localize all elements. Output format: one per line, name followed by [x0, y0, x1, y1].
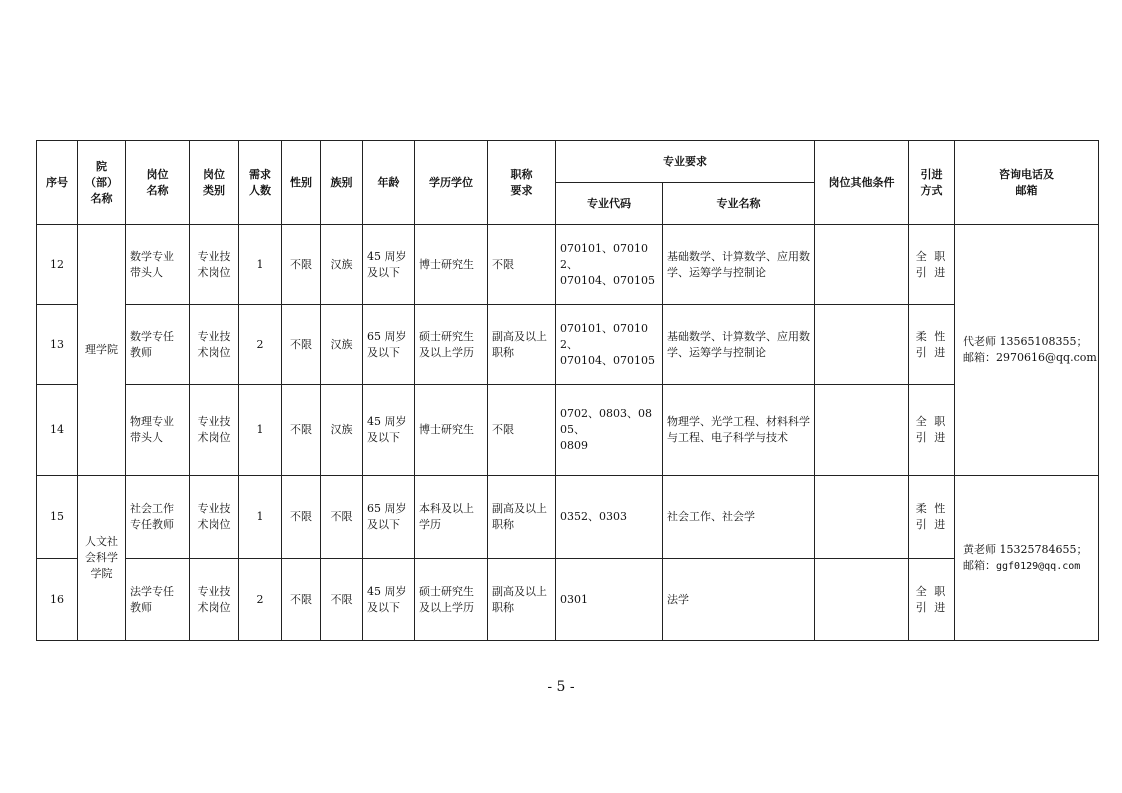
- header-ethnicity: 族别: [321, 141, 363, 225]
- dept-cell: 理学院: [78, 225, 126, 476]
- major-name-cell: 基础数学、计算数学、应用数 学、运筹学与控制论: [663, 305, 815, 385]
- count-cell: 2: [239, 305, 282, 385]
- other-cell: [815, 559, 909, 641]
- gender-cell: 不限: [282, 305, 321, 385]
- post-cell: 社会工作 专任教师: [126, 476, 190, 559]
- seq-cell: 16: [37, 559, 78, 641]
- title-cell: 副高及以上 职称: [488, 559, 556, 641]
- post-cell: 数学专业 带头人: [126, 225, 190, 305]
- count-cell: 1: [239, 225, 282, 305]
- post-cell: 法学专任 教师: [126, 559, 190, 641]
- method-cell: 全 职 引 进: [909, 559, 955, 641]
- table-row: [37, 225, 1099, 305]
- age-cell: 65 周岁 及以下: [363, 305, 415, 385]
- major-code-cell: 0301: [556, 559, 663, 641]
- age-cell: 45 周岁 及以下: [363, 559, 415, 641]
- header-post-name: 岗位 名称: [126, 141, 190, 225]
- count-cell: 1: [239, 476, 282, 559]
- post-cell: 数学专任 教师: [126, 305, 190, 385]
- other-cell: [815, 305, 909, 385]
- education-cell: 硕士研究生 及以上学历: [415, 559, 488, 641]
- header-major-req: 专业要求: [556, 141, 815, 183]
- table-row: [37, 305, 1099, 385]
- major-name-cell: 社会工作、社会学: [663, 476, 815, 559]
- age-cell: 45 周岁 及以下: [363, 385, 415, 476]
- email-value: 2970616@qq.com: [996, 351, 1097, 364]
- education-cell: 本科及以上 学历: [415, 476, 488, 559]
- email-label: 邮箱：: [963, 351, 996, 364]
- education-cell: 博士研究生: [415, 225, 488, 305]
- table-row: [37, 476, 1099, 559]
- header-major-code: 专业代码: [556, 183, 663, 225]
- contact-phone: 代老师 13565108355；: [963, 335, 1088, 348]
- other-cell: [815, 225, 909, 305]
- age-cell: 45 周岁 及以下: [363, 225, 415, 305]
- post-cell: 物理专业 带头人: [126, 385, 190, 476]
- ethnicity-cell: 汉族: [321, 225, 363, 305]
- type-cell: 专业技 术岗位: [190, 385, 239, 476]
- header-education: 学历学位: [415, 141, 488, 225]
- gender-cell: 不限: [282, 559, 321, 641]
- header-age: 年龄: [363, 141, 415, 225]
- major-code-cell: 0352、0303: [556, 476, 663, 559]
- contact-cell: [955, 225, 1099, 476]
- gender-cell: 不限: [282, 225, 321, 305]
- major-code-cell: 0702、0803、0805、 0809: [556, 385, 663, 476]
- seq-cell: 13: [37, 305, 78, 385]
- seq-cell: 14: [37, 385, 78, 476]
- education-cell: 博士研究生: [415, 385, 488, 476]
- header-method: 引进 方式: [909, 141, 955, 225]
- other-cell: [815, 476, 909, 559]
- table-row: [37, 385, 1099, 476]
- major-name-cell: 法学: [663, 559, 815, 641]
- recruitment-table: [36, 140, 1099, 641]
- title-cell: 副高及以上 职称: [488, 476, 556, 559]
- type-cell: 专业技 术岗位: [190, 225, 239, 305]
- title-cell: 不限: [488, 225, 556, 305]
- header-post-type: 岗位 类别: [190, 141, 239, 225]
- type-cell: 专业技 术岗位: [190, 559, 239, 641]
- ethnicity-cell: 汉族: [321, 385, 363, 476]
- email-value: ggf0129@qq.com: [996, 560, 1081, 572]
- age-cell: 65 周岁 及以下: [363, 476, 415, 559]
- type-cell: 专业技 术岗位: [190, 476, 239, 559]
- gender-cell: 不限: [282, 476, 321, 559]
- method-cell: 柔 性 引 进: [909, 305, 955, 385]
- header-other: 岗位其他条件: [815, 141, 909, 225]
- major-name-cell: 基础数学、计算数学、应用数 学、运筹学与控制论: [663, 225, 815, 305]
- table-row: [37, 559, 1099, 641]
- contact-phone: 黄老师 15325784655；: [963, 542, 1088, 556]
- ethnicity-cell: 汉族: [321, 305, 363, 385]
- title-cell: 不限: [488, 385, 556, 476]
- ethnicity-cell: 不限: [321, 559, 363, 641]
- title-cell: 副高及以上 职称: [488, 305, 556, 385]
- other-cell: [815, 385, 909, 476]
- seq-cell: 15: [37, 476, 78, 559]
- seq-cell: 12: [37, 225, 78, 305]
- header-count: 需求 人数: [239, 141, 282, 225]
- method-cell: 全 职 引 进: [909, 385, 955, 476]
- method-cell: 柔 性 引 进: [909, 476, 955, 559]
- major-code-cell: 070101、070102、 070104、070105: [556, 225, 663, 305]
- gender-cell: 不限: [282, 385, 321, 476]
- type-cell: 专业技 术岗位: [190, 305, 239, 385]
- page-number: - 5 -: [547, 679, 575, 695]
- contact-email: [963, 558, 1094, 575]
- contact-email: [963, 350, 1097, 366]
- header-contact: 咨询电话及 邮箱: [955, 141, 1099, 225]
- contact-cell: [955, 476, 1099, 641]
- major-name-cell: 物理学、光学工程、材料科学 与工程、电子科学与技术: [663, 385, 815, 476]
- dept-cell: 人文社 会科学 学院: [78, 476, 126, 641]
- header-dept: 院（部） 名称: [78, 141, 126, 225]
- count-cell: 1: [239, 385, 282, 476]
- education-cell: 硕士研究生 及以上学历: [415, 305, 488, 385]
- header-title: 职称 要求: [488, 141, 556, 225]
- header-seq: 序号: [37, 141, 78, 225]
- method-cell: 全 职 引 进: [909, 225, 955, 305]
- header-gender: 性别: [282, 141, 321, 225]
- major-code-cell: 070101、070102、 070104、070105: [556, 305, 663, 385]
- header-major-name: 专业名称: [663, 183, 815, 225]
- count-cell: 2: [239, 559, 282, 641]
- header-row: [37, 141, 1099, 183]
- ethnicity-cell: 不限: [321, 476, 363, 559]
- email-label: 邮箱：: [963, 558, 996, 572]
